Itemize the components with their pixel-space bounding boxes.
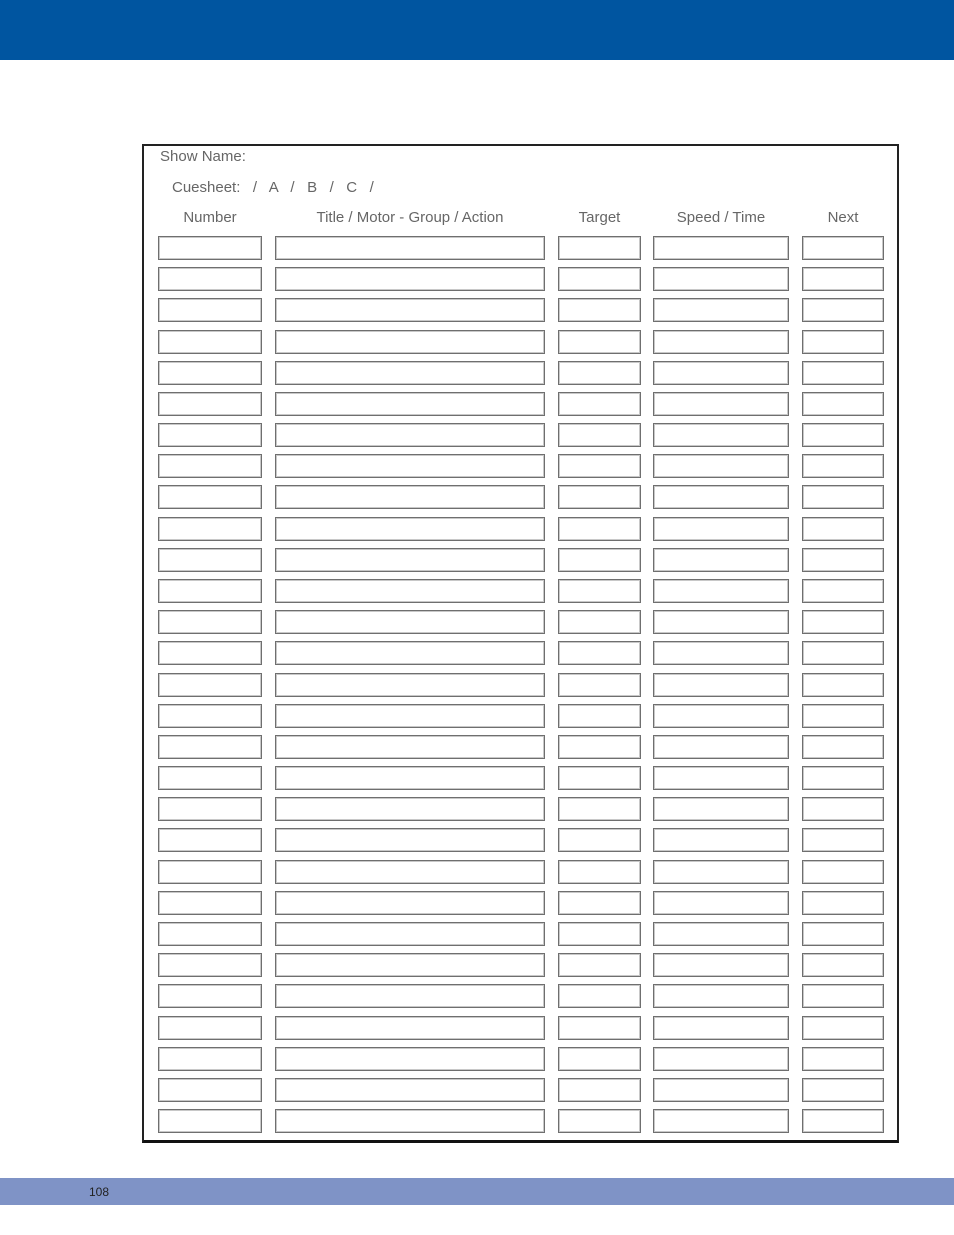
- speed-time-field[interactable]: [653, 735, 789, 759]
- target-field[interactable]: [558, 860, 641, 884]
- next-field[interactable]: [802, 517, 884, 541]
- title-field[interactable]: [275, 1047, 545, 1071]
- speed-time-field[interactable]: [653, 517, 789, 541]
- title-field[interactable]: [275, 579, 545, 603]
- speed-time-field[interactable]: [653, 766, 789, 790]
- number-field[interactable]: [158, 704, 262, 728]
- number-field[interactable]: [158, 891, 262, 915]
- speed-time-field[interactable]: [653, 922, 789, 946]
- number-field[interactable]: [158, 828, 262, 852]
- title-field[interactable]: [275, 673, 545, 697]
- target-field[interactable]: [558, 922, 641, 946]
- target-field[interactable]: [558, 797, 641, 821]
- title-field[interactable]: [275, 423, 545, 447]
- number-field[interactable]: [158, 330, 262, 354]
- title-field[interactable]: [275, 1016, 545, 1040]
- title-field[interactable]: [275, 891, 545, 915]
- speed-time-field[interactable]: [653, 610, 789, 634]
- target-field[interactable]: [558, 704, 641, 728]
- next-field[interactable]: [802, 891, 884, 915]
- next-field[interactable]: [802, 704, 884, 728]
- speed-time-field[interactable]: [653, 673, 789, 697]
- target-field[interactable]: [558, 673, 641, 697]
- speed-time-field[interactable]: [653, 891, 789, 915]
- speed-time-field[interactable]: [653, 485, 789, 509]
- number-field[interactable]: [158, 984, 262, 1008]
- next-field[interactable]: [802, 610, 884, 634]
- number-field[interactable]: [158, 953, 262, 977]
- speed-time-field[interactable]: [653, 1016, 789, 1040]
- speed-time-field[interactable]: [653, 423, 789, 447]
- target-field[interactable]: [558, 828, 641, 852]
- speed-time-field[interactable]: [653, 579, 789, 603]
- next-field[interactable]: [802, 922, 884, 946]
- title-field[interactable]: [275, 330, 545, 354]
- number-field[interactable]: [158, 1016, 262, 1040]
- number-field[interactable]: [158, 641, 262, 665]
- next-field[interactable]: [802, 236, 884, 260]
- target-field[interactable]: [558, 735, 641, 759]
- column-header-speed-time: Speed / Time: [676, 209, 766, 226]
- title-field[interactable]: [275, 454, 545, 478]
- title-field[interactable]: [275, 485, 545, 509]
- next-field[interactable]: [802, 298, 884, 322]
- title-field[interactable]: [275, 766, 545, 790]
- number-field[interactable]: [158, 735, 262, 759]
- number-field[interactable]: [158, 454, 262, 478]
- target-field[interactable]: [558, 579, 641, 603]
- page-number: 108: [89, 1185, 110, 1199]
- number-field[interactable]: [158, 860, 262, 884]
- speed-time-field[interactable]: [653, 548, 789, 572]
- title-field[interactable]: [275, 517, 545, 541]
- cuesheet-label: Cuesheet: / A / B / C /: [172, 179, 374, 196]
- next-field[interactable]: [802, 579, 884, 603]
- title-field[interactable]: [275, 860, 545, 884]
- title-field[interactable]: [275, 797, 545, 821]
- target-field[interactable]: [558, 953, 641, 977]
- next-field[interactable]: [802, 330, 884, 354]
- next-field[interactable]: [802, 641, 884, 665]
- next-field[interactable]: [802, 735, 884, 759]
- speed-time-field[interactable]: [653, 797, 789, 821]
- title-field[interactable]: [275, 704, 545, 728]
- number-field[interactable]: [158, 298, 262, 322]
- column-header-number: Number: [183, 209, 237, 226]
- speed-time-field[interactable]: [653, 361, 789, 385]
- speed-time-field[interactable]: [653, 330, 789, 354]
- target-field[interactable]: [558, 423, 641, 447]
- next-field[interactable]: [802, 1016, 884, 1040]
- target-field[interactable]: [558, 548, 641, 572]
- speed-time-field[interactable]: [653, 454, 789, 478]
- speed-time-field[interactable]: [653, 267, 789, 291]
- title-field[interactable]: [275, 1078, 545, 1102]
- speed-time-field[interactable]: [653, 1047, 789, 1071]
- next-field[interactable]: [802, 267, 884, 291]
- show-name-label: Show Name:: [160, 148, 246, 165]
- next-field[interactable]: [802, 1109, 884, 1133]
- next-field[interactable]: [802, 984, 884, 1008]
- speed-time-field[interactable]: [653, 236, 789, 260]
- number-field[interactable]: [158, 1078, 262, 1102]
- target-field[interactable]: [558, 330, 641, 354]
- next-field[interactable]: [802, 797, 884, 821]
- number-field[interactable]: [158, 673, 262, 697]
- next-field[interactable]: [802, 454, 884, 478]
- title-field[interactable]: [275, 267, 545, 291]
- number-field[interactable]: [158, 517, 262, 541]
- number-field[interactable]: [158, 236, 262, 260]
- target-field[interactable]: [558, 1109, 641, 1133]
- number-field[interactable]: [158, 766, 262, 790]
- target-field[interactable]: [558, 392, 641, 416]
- number-field[interactable]: [158, 797, 262, 821]
- number-field[interactable]: [158, 1047, 262, 1071]
- target-field[interactable]: [558, 610, 641, 634]
- header-band: [0, 0, 954, 60]
- target-field[interactable]: [558, 267, 641, 291]
- target-field[interactable]: [558, 891, 641, 915]
- title-field[interactable]: [275, 610, 545, 634]
- number-field[interactable]: [158, 361, 262, 385]
- speed-time-field[interactable]: [653, 984, 789, 1008]
- speed-time-field[interactable]: [653, 953, 789, 977]
- speed-time-field[interactable]: [653, 1078, 789, 1102]
- target-field[interactable]: [558, 1078, 641, 1102]
- next-field[interactable]: [802, 828, 884, 852]
- footer-band: [0, 1178, 954, 1205]
- speed-time-field[interactable]: [653, 298, 789, 322]
- next-field[interactable]: [802, 860, 884, 884]
- next-field[interactable]: [802, 1078, 884, 1102]
- number-field[interactable]: [158, 485, 262, 509]
- speed-time-field[interactable]: [653, 860, 789, 884]
- number-field[interactable]: [158, 922, 262, 946]
- speed-time-field[interactable]: [653, 1109, 789, 1133]
- number-field[interactable]: [158, 548, 262, 572]
- title-field[interactable]: [275, 1109, 545, 1133]
- next-field[interactable]: [802, 953, 884, 977]
- target-field[interactable]: [558, 517, 641, 541]
- number-field[interactable]: [158, 392, 262, 416]
- next-field[interactable]: [802, 673, 884, 697]
- title-field[interactable]: [275, 392, 545, 416]
- speed-time-field[interactable]: [653, 641, 789, 665]
- number-field[interactable]: [158, 610, 262, 634]
- target-field[interactable]: [558, 641, 641, 665]
- title-field[interactable]: [275, 953, 545, 977]
- number-field[interactable]: [158, 579, 262, 603]
- column-header-target: Target: [578, 209, 621, 226]
- speed-time-field[interactable]: [653, 828, 789, 852]
- target-field[interactable]: [558, 485, 641, 509]
- cuesheet-form: [142, 144, 899, 1143]
- target-field[interactable]: [558, 984, 641, 1008]
- next-field[interactable]: [802, 361, 884, 385]
- target-field[interactable]: [558, 361, 641, 385]
- title-field[interactable]: [275, 548, 545, 572]
- speed-time-field[interactable]: [653, 392, 789, 416]
- next-field[interactable]: [802, 548, 884, 572]
- number-field[interactable]: [158, 1109, 262, 1133]
- target-field[interactable]: [558, 1016, 641, 1040]
- column-header-next: Next: [827, 209, 859, 226]
- next-field[interactable]: [802, 766, 884, 790]
- title-field[interactable]: [275, 361, 545, 385]
- number-field[interactable]: [158, 423, 262, 447]
- title-field[interactable]: [275, 922, 545, 946]
- next-field[interactable]: [802, 423, 884, 447]
- next-field[interactable]: [802, 485, 884, 509]
- next-field[interactable]: [802, 392, 884, 416]
- target-field[interactable]: [558, 236, 641, 260]
- target-field[interactable]: [558, 1047, 641, 1071]
- title-field[interactable]: [275, 641, 545, 665]
- speed-time-field[interactable]: [653, 704, 789, 728]
- target-field[interactable]: [558, 766, 641, 790]
- next-field[interactable]: [802, 1047, 884, 1071]
- number-field[interactable]: [158, 267, 262, 291]
- title-field[interactable]: [275, 298, 545, 322]
- title-field[interactable]: [275, 236, 545, 260]
- title-field[interactable]: [275, 828, 545, 852]
- title-field[interactable]: [275, 735, 545, 759]
- target-field[interactable]: [558, 298, 641, 322]
- target-field[interactable]: [558, 454, 641, 478]
- title-field[interactable]: [275, 984, 545, 1008]
- column-header-title: Title / Motor - Group / Action: [316, 209, 504, 226]
